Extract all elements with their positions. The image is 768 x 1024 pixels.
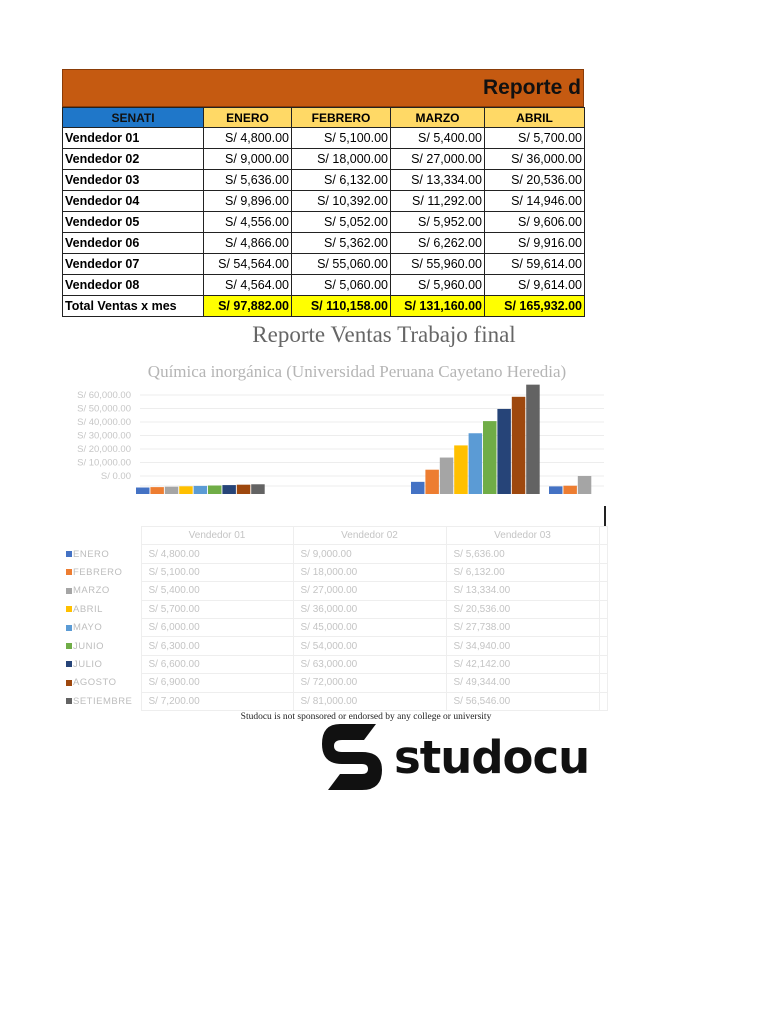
seller-name: Vendedor 06 (63, 233, 204, 254)
seller-name: Vendedor 04 (63, 191, 204, 212)
legend-label: SETIEMBRE (73, 695, 133, 707)
legend-swatch (66, 698, 72, 704)
chart-title: Reporte Ventas Trabajo final (252, 322, 516, 347)
report-sheet (62, 69, 584, 317)
bar-mayo-2 (469, 433, 483, 494)
data-table-row (62, 618, 607, 636)
sales-cell: S/ 18,000.00 (292, 149, 391, 170)
bar-mayo-1 (194, 486, 208, 494)
sales-cell: S/ 27,000.00 (391, 149, 485, 170)
bar-enero-2 (411, 482, 425, 494)
y-tick-label: S/ 30,000.00 (77, 430, 131, 442)
header-abril: ABRIL (485, 108, 585, 128)
sales-cell: S/ 5,100.00 (292, 128, 391, 149)
legend-label: JUNIO (73, 640, 104, 652)
sales-cell: S/ 4,866.00 (204, 233, 292, 254)
legend-key (62, 600, 141, 618)
legend-label: ABRIL (73, 603, 103, 615)
legend-key (62, 618, 141, 636)
bar-febrero-3 (563, 486, 577, 494)
data-table-cell: S/ 6,132.00 (446, 563, 599, 581)
data-table-column-header: Vendedor 02 (293, 527, 446, 545)
data-table-cell: S/ 5,700.00 (141, 600, 293, 618)
sales-cell: S/ 4,556.00 (204, 212, 292, 233)
legend-key (62, 545, 141, 563)
data-table-row (62, 692, 607, 710)
sales-cell: S/ 9,000.00 (204, 149, 292, 170)
bar-julio-1 (222, 485, 236, 494)
studocu-logo-icon (320, 722, 384, 792)
data-table-cell: S/ 54,000.00 (293, 637, 446, 655)
seller-name: Vendedor 07 (63, 254, 204, 275)
table-row (63, 191, 585, 212)
sales-cell: S/ 4,800.00 (204, 128, 292, 149)
y-tick-label: S/ 50,000.00 (77, 403, 131, 415)
data-table-cell: S/ 27,000.00 (293, 582, 446, 600)
bar-enero-3 (549, 486, 563, 494)
data-table-header (62, 527, 607, 545)
data-table-cell: S/ 4,800.00 (141, 545, 293, 563)
bar-setiembre-2 (526, 385, 540, 494)
seller-name: Vendedor 01 (63, 128, 204, 149)
legend-label: ENERO (73, 548, 110, 560)
sales-cell: S/ 36,000.00 (485, 149, 585, 170)
sales-cell: S/ 9,606.00 (485, 212, 585, 233)
table-row (63, 233, 585, 254)
bar-abril-1 (179, 486, 193, 494)
data-table-edge (599, 600, 607, 618)
studocu-logo-text: studocu (394, 730, 590, 784)
sales-cell: S/ 14,946.00 (485, 191, 585, 212)
table-row (63, 149, 585, 170)
data-table-edge (599, 545, 607, 563)
data-table-cell: S/ 20,536.00 (446, 600, 599, 618)
legend-label: MAYO (73, 622, 103, 634)
sales-cell: S/ 5,960.00 (391, 275, 485, 296)
header-febrero: FEBRERO (292, 108, 391, 128)
bar-febrero-1 (150, 487, 164, 494)
data-table-cell: S/ 9,000.00 (293, 545, 446, 563)
sales-cell: S/ 6,262.00 (391, 233, 485, 254)
data-table-cell: S/ 81,000.00 (293, 692, 446, 710)
data-table-edge (599, 655, 607, 673)
data-table-cell: S/ 6,900.00 (141, 674, 293, 692)
disclaimer-text: Studocu is not sponsored or endorsed by any college or university (240, 712, 492, 722)
chart-data-table (62, 526, 608, 711)
sales-cell: S/ 5,700.00 (485, 128, 585, 149)
header-marzo: MARZO (391, 108, 485, 128)
legend-swatch (66, 606, 72, 612)
header-senati: SENATI (63, 108, 204, 128)
sales-cell: S/ 54,564.00 (204, 254, 292, 275)
table-row (63, 254, 585, 275)
seller-name: Vendedor 02 (63, 149, 204, 170)
data-table-cell: S/ 5,100.00 (141, 563, 293, 581)
y-tick-label: S/ 20,000.00 (77, 444, 131, 455)
report-banner (62, 69, 584, 107)
text-cursor (604, 506, 606, 526)
sales-cell: S/ 5,636.00 (204, 170, 292, 191)
studocu-logo[interactable] (320, 722, 589, 792)
bar-marzo-1 (165, 487, 179, 494)
bar-abril-2 (454, 445, 468, 494)
data-table-edge (599, 618, 607, 636)
data-table-row (62, 582, 607, 600)
table-row (63, 170, 585, 191)
sales-cell: S/ 55,060.00 (292, 254, 391, 275)
legend-key (62, 637, 141, 655)
data-table-cell: S/ 36,000.00 (293, 600, 446, 618)
data-table-cell: S/ 34,940.00 (446, 637, 599, 655)
sales-cell: S/ 9,896.00 (204, 191, 292, 212)
total-label: Total Ventas x mes (63, 296, 204, 317)
legend-key (62, 692, 141, 710)
data-table-cell: S/ 6,600.00 (141, 655, 293, 673)
data-table-cell: S/ 5,636.00 (446, 545, 599, 563)
legend-key (62, 674, 141, 692)
data-table-cell: S/ 72,000.00 (293, 674, 446, 692)
data-table-cell: S/ 5,400.00 (141, 582, 293, 600)
legend-key (62, 655, 141, 673)
legend-swatch (66, 588, 72, 594)
data-table-cell: S/ 6,300.00 (141, 637, 293, 655)
data-table-cell: S/ 45,000.00 (293, 618, 446, 636)
bar-marzo-3 (578, 476, 592, 494)
sales-cell: S/ 5,052.00 (292, 212, 391, 233)
bar-enero-1 (136, 488, 150, 494)
data-table-cell: S/ 63,000.00 (293, 655, 446, 673)
data-table-cell: S/ 13,334.00 (446, 582, 599, 600)
bar-agosto-2 (512, 397, 526, 494)
legend-swatch (66, 643, 72, 649)
data-table-row (62, 563, 607, 581)
legend-label: MARZO (73, 585, 110, 597)
legend-swatch (66, 680, 72, 686)
report-banner-title: Reporte d (482, 76, 581, 99)
seller-name: Vendedor 08 (63, 275, 204, 296)
sales-cell: S/ 5,400.00 (391, 128, 485, 149)
data-table-edge (599, 582, 607, 600)
data-table-row (62, 674, 607, 692)
data-table-edge (599, 637, 607, 655)
legend-label: JULIO (73, 658, 103, 670)
data-table-edge (599, 674, 607, 692)
bar-setiembre-1 (251, 484, 265, 494)
bar-junio-1 (208, 485, 222, 494)
y-tick-label: S/ 60,000.00 (77, 390, 131, 401)
sales-table (62, 107, 585, 317)
legend-swatch (66, 569, 72, 575)
table-row (63, 275, 585, 296)
legend-key (62, 582, 141, 600)
seller-name: Vendedor 03 (63, 170, 204, 191)
data-table-cell: S/ 6,000.00 (141, 618, 293, 636)
data-table-cell: S/ 27,738.00 (446, 618, 599, 636)
data-table-row (62, 600, 607, 618)
total-cell: S/ 165,932.00 (485, 296, 585, 317)
data-table-corner (62, 527, 141, 545)
seller-name: Vendedor 05 (63, 212, 204, 233)
data-table-edge (599, 563, 607, 581)
sales-bar-chart (0, 375, 768, 507)
data-table-edge (599, 692, 607, 710)
sales-cell: S/ 6,132.00 (292, 170, 391, 191)
watermark-subtitle: Química inorgánica (Universidad Peruana Cayetano Heredia) (147, 362, 567, 381)
sales-cell: S/ 9,916.00 (485, 233, 585, 254)
total-cell: S/ 110,158.00 (292, 296, 391, 317)
sales-cell: S/ 10,392.00 (292, 191, 391, 212)
data-table-column-header: Vendedor 03 (446, 527, 599, 545)
y-tick-label: S/ 10,000.00 (77, 457, 131, 469)
sales-cell: S/ 13,334.00 (391, 170, 485, 191)
sales-cell: S/ 11,292.00 (391, 191, 485, 212)
bar-marzo-2 (440, 458, 454, 494)
y-tick-label: S/ 40,000.00 (77, 417, 131, 428)
y-tick-label: S/ 0.00 (100, 471, 131, 482)
bar-julio-2 (497, 409, 511, 494)
total-cell: S/ 97,882.00 (204, 296, 292, 317)
data-table-edge (599, 527, 607, 545)
data-table-cell: S/ 49,344.00 (446, 674, 599, 692)
legend-key (62, 563, 141, 581)
legend-label: FEBRERO (73, 566, 123, 578)
bar-junio-2 (483, 421, 497, 494)
legend-swatch (66, 661, 72, 667)
bar-febrero-2 (425, 470, 439, 494)
data-table-cell: S/ 56,546.00 (446, 692, 599, 710)
sales-cell: S/ 5,952.00 (391, 212, 485, 233)
data-table-cell: S/ 42,142.00 (446, 655, 599, 673)
header-enero: ENERO (204, 108, 292, 128)
data-table-row (62, 637, 607, 655)
legend-swatch (66, 551, 72, 557)
data-table-row (62, 545, 607, 563)
data-table-cell: S/ 7,200.00 (141, 692, 293, 710)
bar-agosto-1 (237, 485, 251, 494)
data-table-column-header: Vendedor 01 (141, 527, 293, 545)
sales-cell: S/ 9,614.00 (485, 275, 585, 296)
data-table-row (62, 655, 607, 673)
sales-cell: S/ 5,060.00 (292, 275, 391, 296)
legend-swatch (66, 625, 72, 631)
data-table-cell: S/ 18,000.00 (293, 563, 446, 581)
total-row (63, 296, 585, 317)
table-row (63, 212, 585, 233)
total-cell: S/ 131,160.00 (391, 296, 485, 317)
table-header-row (63, 108, 585, 128)
legend-label: AGOSTO (73, 677, 117, 689)
sales-cell: S/ 5,362.00 (292, 233, 391, 254)
sales-cell: S/ 55,960.00 (391, 254, 485, 275)
sales-cell: S/ 59,614.00 (485, 254, 585, 275)
sales-cell: S/ 4,564.00 (204, 275, 292, 296)
table-row (63, 128, 585, 149)
sales-cell: S/ 20,536.00 (485, 170, 585, 191)
